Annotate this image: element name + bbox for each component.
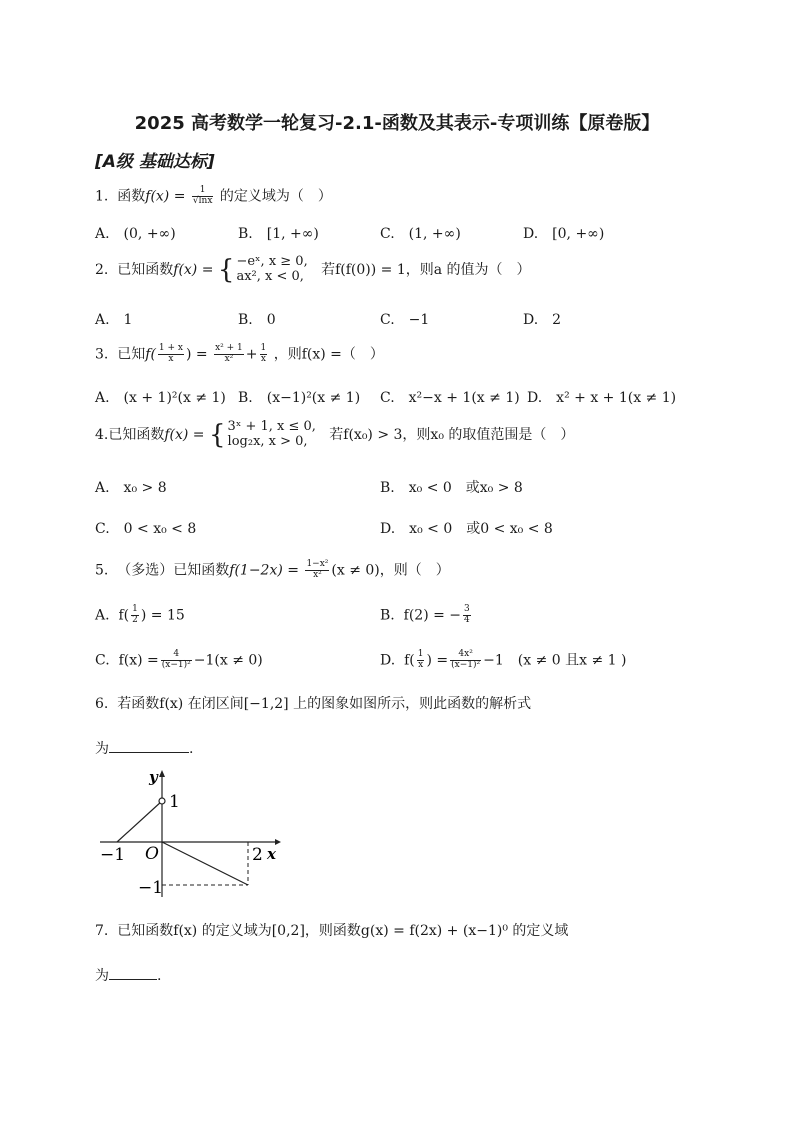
segment-left <box>117 801 162 842</box>
option-d: D. 2 <box>523 312 562 328</box>
fraction-denominator: x <box>260 353 266 364</box>
fraction-numerator: x² + 1 <box>215 343 243 353</box>
question-text: 已知函数f(x) 的定义域为[0,2]，则函数g(x) = f(2x) + (x−1)⁰ 的定义域 <box>117 923 569 939</box>
math-expression: f(1−2x) = <box>229 562 299 579</box>
question-text: 的定义域为（ ） <box>219 188 332 205</box>
question-text: （多选）已知函数 <box>117 562 230 579</box>
fraction-numerator: 1 <box>260 343 267 353</box>
fraction-denominator: 2 <box>132 614 138 625</box>
fraction <box>417 650 425 671</box>
option-label: A. <box>95 607 110 624</box>
tick-label-yneg1: −1 <box>138 878 164 898</box>
left-brace: { <box>217 254 235 285</box>
fraction-denominator: x² <box>224 353 234 364</box>
math-expression: ) = 15 <box>140 607 185 624</box>
option-d: D. [0, +∞) <box>523 226 605 242</box>
question-text: 若函数f(x) 在闭区间[−1,2] 上的图象如图所示，则此函数的解析式 <box>117 696 532 712</box>
page-title: 2025 高考数学一轮复习-2.1-函数及其表示-专项训练【原卷版】 <box>134 113 660 134</box>
option-c: C. x²−x + 1(x ≠ 1) <box>380 390 520 406</box>
fraction-denominator: x <box>418 659 424 670</box>
question-number: 6. <box>95 696 109 712</box>
question-text: 为 <box>95 968 109 984</box>
case-line: ax², x < 0, <box>236 268 304 284</box>
option-label: C. <box>95 652 110 669</box>
math-expression: f(x) = <box>118 652 159 669</box>
fraction-denominator: x² <box>313 569 322 580</box>
answer-blank[interactable] <box>109 965 157 980</box>
left-brace: { <box>209 419 226 450</box>
question-2 <box>95 255 531 285</box>
fraction-denominator: x <box>168 353 174 364</box>
plus-sign: + <box>245 346 258 363</box>
math-expression: f(x) = <box>145 188 186 205</box>
question-4 <box>95 420 574 450</box>
piecewise-cases <box>228 420 316 450</box>
question-7 <box>95 924 568 938</box>
case-line: 3ˣ + 1, x ≤ 0, <box>227 419 316 434</box>
question-number: 7. <box>95 923 109 939</box>
option-b: B. [1, +∞) <box>238 226 319 242</box>
option-b: B. 0 <box>238 312 276 328</box>
option-a: A. (x + 1)²(x ≠ 1) <box>95 390 226 406</box>
question-number: 3. <box>95 346 109 363</box>
option-b: B. (x−1)²(x ≠ 1) <box>238 390 361 406</box>
period: . <box>157 968 162 984</box>
math-expression: f(2) = − <box>403 607 462 624</box>
math-expression: ) = <box>426 652 449 669</box>
question-6 <box>95 697 531 711</box>
math-expression: f( <box>118 607 130 624</box>
section-heading: [A级 基础达标] <box>95 152 215 172</box>
case-line: −eˣ, x ≥ 0, <box>236 254 308 269</box>
fraction <box>260 344 268 365</box>
math-expression: −1(x ≠ 0) <box>193 652 263 669</box>
open-point <box>159 798 165 804</box>
question-7-line2 <box>95 965 161 983</box>
segment-right <box>162 842 248 885</box>
piecewise-cases <box>236 255 307 285</box>
question-text: 若f(f(0)) = 1，则a 的值为（ ） <box>321 261 531 278</box>
tick-label-y1: 1 <box>169 792 180 812</box>
option-a: A. (0, +∞) <box>95 226 176 242</box>
fraction <box>192 186 214 207</box>
option-label: B. <box>380 607 395 624</box>
question-number: 2. <box>95 261 109 278</box>
fraction-numerator: 1 <box>192 186 214 197</box>
option-a: A. x₀ > 8 <box>95 480 167 496</box>
question-5 <box>95 560 450 581</box>
option-d: D. x₀ < 0 或0 < x₀ < 8 <box>380 521 553 537</box>
fraction-denominator: (x−1)² <box>451 659 481 670</box>
function-graph <box>95 765 295 900</box>
fraction-numerator: 4 <box>161 650 192 661</box>
fraction <box>214 344 244 365</box>
origin-label: O <box>145 844 159 864</box>
question-1 <box>95 186 332 207</box>
y-axis-arrow-icon <box>159 770 165 777</box>
option-d <box>380 650 626 671</box>
fraction-denominator: √lnx <box>192 195 213 206</box>
option-a: A. 1 <box>95 312 133 328</box>
fraction-numerator: 1 + x <box>158 343 183 353</box>
tick-label-neg1: −1 <box>100 845 126 865</box>
question-text: 若f(x₀) > 3，则x₀ 的取值范围是（ ） <box>329 426 575 443</box>
math-expression: f(x) = <box>164 426 205 443</box>
fraction-numerator: 1 <box>417 649 424 659</box>
option-label: D. <box>380 652 396 669</box>
fraction <box>450 650 481 671</box>
fraction <box>158 344 184 365</box>
period: . <box>189 741 194 757</box>
option-c: C. −1 <box>380 312 430 328</box>
fraction-denominator: 4 <box>464 614 470 625</box>
fraction-denominator: (x−1)² <box>161 659 191 670</box>
option-c: C. (1, +∞) <box>380 226 461 242</box>
question-number: 4. <box>95 426 109 443</box>
case-line: log₂x, x > 0, <box>227 433 308 449</box>
question-3 <box>95 344 384 365</box>
question-number: 1. <box>95 188 109 205</box>
question-6-line2 <box>95 738 193 756</box>
math-expression: f( <box>145 346 156 363</box>
tick-label-2: 2 <box>252 845 263 865</box>
fraction-numerator: 1−x² <box>306 559 329 569</box>
question-text: 已知函数 <box>117 261 174 278</box>
fraction-numerator: 1 <box>132 604 138 614</box>
fraction <box>131 605 139 626</box>
math-expression: −1 (x ≠ 0 且x ≠ 1 ) <box>483 652 627 669</box>
math-expression: f( <box>404 652 415 669</box>
option-a <box>95 605 185 626</box>
math-expression: ) = <box>186 346 208 363</box>
fraction <box>305 560 329 581</box>
y-axis-label: y <box>149 768 158 786</box>
option-c: C. 0 < x₀ < 8 <box>95 521 197 537</box>
x-axis-label: x <box>267 845 276 863</box>
option-b: B. x₀ < 0 或x₀ > 8 <box>380 480 523 496</box>
option-d: D. x² + x + 1(x ≠ 1) <box>527 390 677 406</box>
fraction <box>463 605 471 626</box>
question-text: 为 <box>95 741 109 757</box>
question-text: 函数 <box>117 188 146 205</box>
question-text: 已知 <box>117 346 146 363</box>
option-c <box>95 650 263 671</box>
fraction-numerator: 4x² <box>450 650 481 661</box>
question-number: 5. <box>95 562 109 579</box>
fraction-numerator: 3 <box>464 604 470 614</box>
answer-blank[interactable] <box>109 738 189 753</box>
question-text: (x ≠ 0)，则（ ） <box>331 562 450 579</box>
math-expression: f(x) = <box>173 261 214 278</box>
option-b <box>380 605 473 626</box>
question-text: 已知函数 <box>108 426 165 443</box>
question-text: ，则f(x) =（ ） <box>273 346 384 363</box>
fraction <box>161 650 192 671</box>
